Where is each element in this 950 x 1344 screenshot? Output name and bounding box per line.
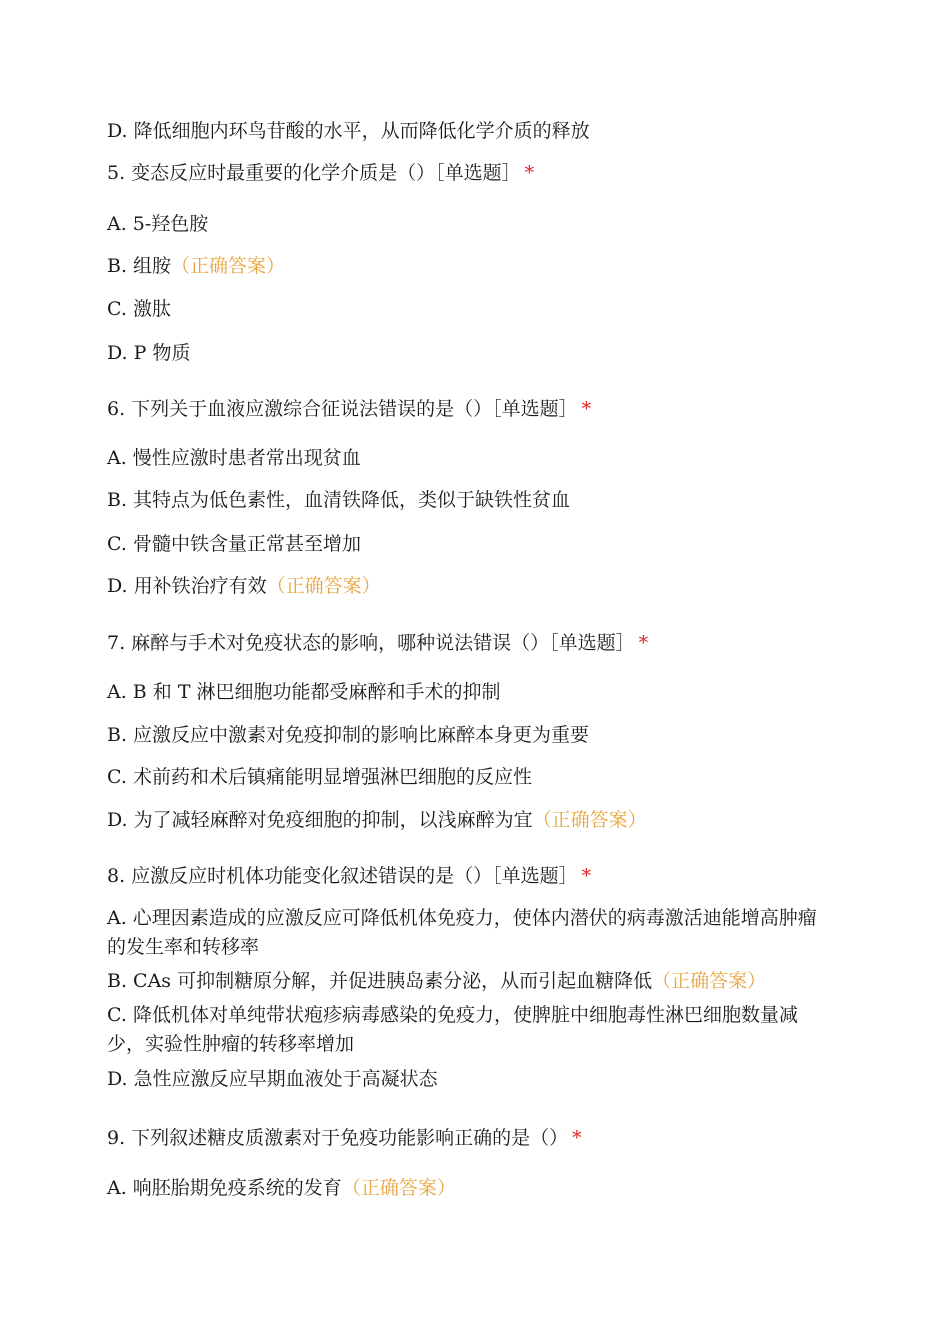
option-text: D. 用补铁治疗有效 bbox=[107, 575, 267, 597]
option-text: A. 心理因素造成的应激反应可降低机体免疫力，使体内潜伏的病毒激活迪能增高肿瘤的发生率和转移率 bbox=[107, 907, 817, 958]
option-text: C. 术前药和术后镇痛能明显增强淋巴细胞的反应性 bbox=[107, 766, 532, 788]
correct-answer-tag: （正确答案） bbox=[532, 809, 647, 831]
option-text: A. 5-羟色胺 bbox=[107, 213, 209, 235]
option-text: D. P 物质 bbox=[107, 342, 191, 364]
option-text: C. 骨髓中铁含量正常甚至增加 bbox=[107, 533, 361, 555]
option-4d bbox=[107, 117, 590, 146]
option-text: B. 组胺 bbox=[107, 255, 172, 277]
option-6a bbox=[107, 444, 361, 473]
option-8a bbox=[107, 904, 832, 962]
required-mark: * bbox=[638, 632, 649, 654]
option-text: B. 应激反应中激素对免疫抑制的影响比麻醉本身更为重要 bbox=[107, 724, 590, 746]
correct-answer-tag: （正确答案） bbox=[171, 255, 286, 277]
option-8c bbox=[107, 1001, 832, 1059]
question-5-title bbox=[107, 159, 534, 188]
option-text: B. 其特点为低色素性，血清铁降低，类似于缺铁性贫血 bbox=[107, 489, 571, 511]
option-5a bbox=[107, 210, 208, 239]
option-5b bbox=[107, 252, 285, 281]
question-text: 6. 下列关于血液应激综合征说法错误的是（）［单选题］ bbox=[107, 398, 578, 420]
option-7c bbox=[107, 763, 532, 792]
option-7d bbox=[107, 806, 647, 835]
option-text: A. 响胚胎期免疫系统的发育 bbox=[107, 1177, 342, 1199]
option-7b bbox=[107, 721, 589, 750]
option-text: A. 慢性应激时患者常出现贫血 bbox=[107, 447, 361, 469]
question-7-title bbox=[107, 629, 648, 658]
question-text: 9. 下列叙述糖皮质激素对于免疫功能影响正确的是（） bbox=[107, 1127, 569, 1149]
correct-answer-tag: （正确答案） bbox=[652, 970, 767, 992]
option-text: B. CAs 可抑制糖原分解，并促进胰岛素分泌，从而引起血糖降低 bbox=[107, 970, 653, 992]
option-6d bbox=[107, 572, 381, 601]
question-8-title bbox=[107, 862, 591, 891]
question-text: 7. 麻醉与手术对免疫状态的影响，哪种说法错误（）［单选题］ bbox=[107, 632, 635, 654]
option-6c bbox=[107, 530, 361, 559]
correct-answer-tag: （正确答案） bbox=[341, 1177, 456, 1199]
question-text: 5. 变态反应时最重要的化学介质是（）［单选题］ bbox=[107, 162, 521, 184]
option-text: A. B 和 T 淋巴细胞功能都受麻醉和手术的抑制 bbox=[107, 681, 501, 703]
option-8b bbox=[107, 967, 766, 996]
option-5d bbox=[107, 339, 190, 368]
required-mark: * bbox=[524, 162, 535, 184]
option-text: D. 急性应激反应早期血液处于高凝状态 bbox=[107, 1068, 438, 1090]
option-7a bbox=[107, 678, 501, 707]
correct-answer-tag: （正确答案） bbox=[266, 575, 381, 597]
required-mark: * bbox=[572, 1127, 582, 1149]
option-text: C. 降低机体对单纯带状疱疹病毒感染的免疫力，使脾脏中细胞毒性淋巴细胞数量减少，实验性肿瘤的转移率增加 bbox=[107, 1004, 798, 1055]
option-text: C. 激肽 bbox=[107, 298, 171, 320]
required-mark: * bbox=[581, 865, 592, 887]
question-9-title bbox=[107, 1124, 582, 1153]
option-9a bbox=[107, 1174, 456, 1203]
question-text: 8. 应激反应时机体功能变化叙述错误的是（）［单选题］ bbox=[107, 865, 578, 887]
required-mark: * bbox=[581, 398, 592, 420]
option-5c bbox=[107, 295, 171, 324]
option-text: D. 降低细胞内环鸟苷酸的水平，从而降低化学介质的释放 bbox=[107, 120, 590, 142]
option-text: D. 为了减轻麻醉对免疫细胞的抑制，以浅麻醉为宜 bbox=[107, 809, 533, 831]
option-8d bbox=[107, 1065, 438, 1094]
option-6b bbox=[107, 486, 570, 515]
question-6-title bbox=[107, 395, 591, 424]
